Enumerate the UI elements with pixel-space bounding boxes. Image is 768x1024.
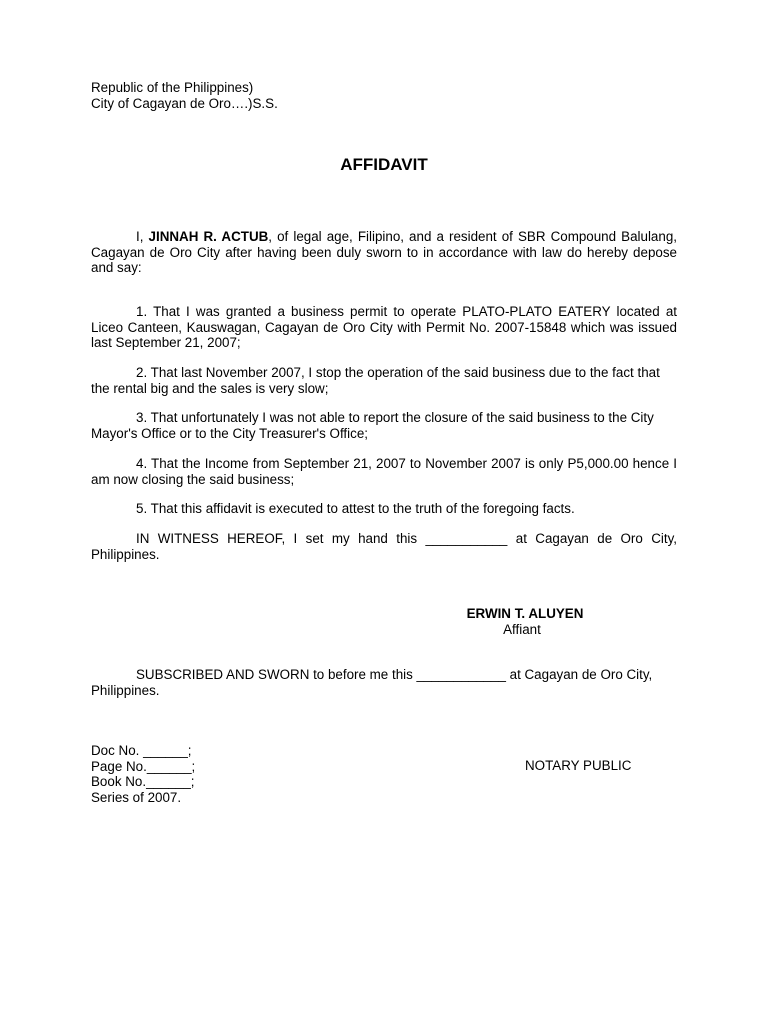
venue-line-2: City of Cagayan de Oro….)S.S. [91,95,278,111]
venue-header [91,80,677,111]
jurat-clause: SUBSCRIBED AND SWORN to before me this ____________ at Cagayan de Oro City, Philippines. [91,667,653,698]
intro-paragraph [91,229,677,276]
intro-prefix: I, [136,229,149,244]
paragraph-5: 5. That this affidavit is executed to attest to the truth of the foregoing facts. [136,501,575,516]
witness-clause: IN WITNESS HEREOF, I set my hand this ___________ at Cagayan de Oro City, Philippines. [91,531,677,562]
page-number: Page No.______; [91,758,196,774]
venue-line-1: Republic of the Philippines) [91,80,254,95]
book-number: Book No.______; [91,774,195,790]
notary-public-label: NOTARY PUBLIC [525,758,632,773]
intro-suffix: , of legal age, Filipino, and a resident of SBR Compound Balulang, Cagayan de Oro City after having been duly sworn to in accordance with law do hereby depose and say: [91,229,677,276]
doc-number: Doc No. ______; [91,743,192,758]
document-title: AFFIDAVIT [340,155,428,174]
series-year: Series of 2007. [91,789,182,805]
paragraph-2: 2. That last November 2007, I stop the operation of the said business due to the fact that the rental big and the sales is very slow; [91,365,660,396]
paragraph-4: 4. That the Income from September 21, 2007 to November 2007 is only P5,000.00 hence I am now closing the said business; [91,456,677,487]
deponent-name: JINNAH R. ACTUB [148,229,269,244]
paragraph-3: 3. That unfortunately I was not able to report the closure of the said business to the City Mayor's Office or to the City Treasurer's Office; [91,410,654,441]
paragraph-1: 1. That I was granted a business permit to operate PLATO-PLATO EATERY located at Liceo Canteen, Kauswagan, Cagayan de Oro City with Permit No. 2007-15848 which was issued last September 21, 2007; [91,304,677,351]
affiant-name: ERWIN T. ALUYEN [466,606,584,621]
affiant-label: Affiant [503,622,541,637]
notarial-register [91,743,677,805]
